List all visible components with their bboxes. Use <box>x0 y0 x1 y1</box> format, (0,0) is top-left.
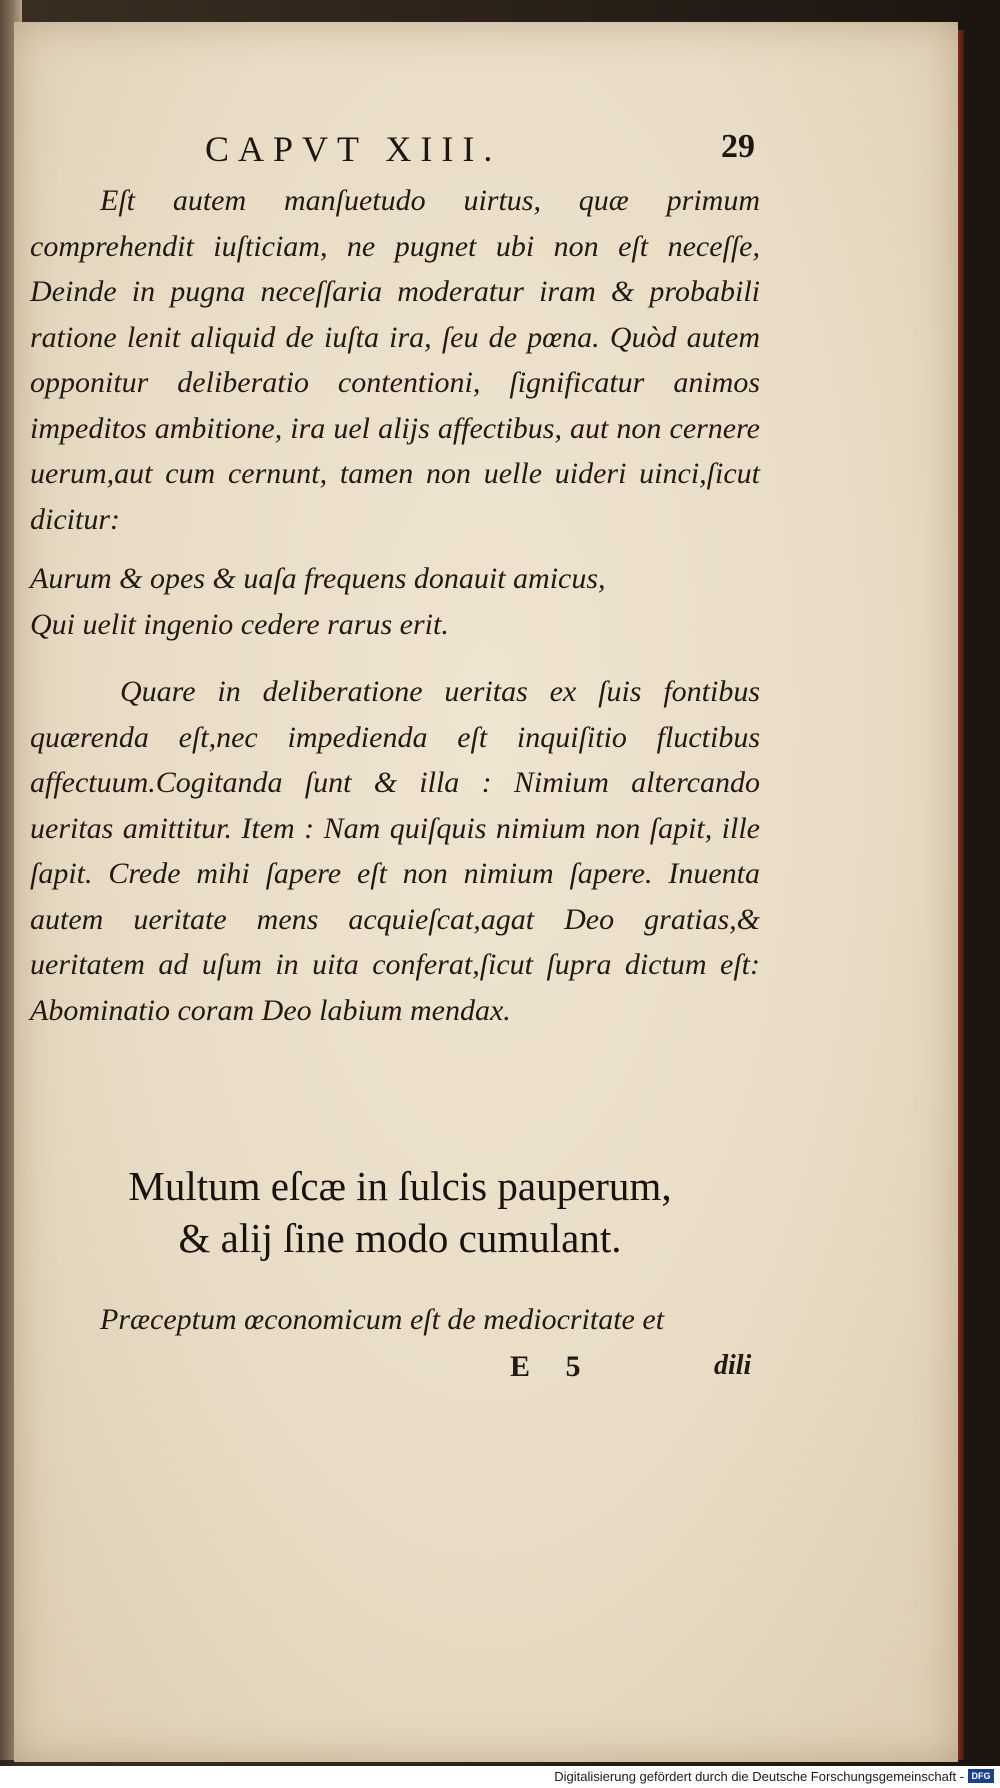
verse-line-2: Qui uelit ingenio cedere rarus erit. <box>30 607 449 641</box>
page-number: 29 <box>721 128 755 165</box>
funding-credit: Digitalisierung gefördert durch die Deutsche Forschungsgemeinschaft - <box>554 1769 964 1784</box>
verse-line-1: Aurum & opes & uaſa frequens donauit amicus, <box>30 562 606 595</box>
verse-quote <box>30 556 760 647</box>
heading-line-1: Multum eſcæ in ſulcis pauperum, <box>128 1163 672 1209</box>
paragraph-1: Eſt autem manſuetudo uirtus, quæ primum comprehendit iuſticiam, ne pugnet ubi non eſt neceſſe, Deinde in pugna neceſſaria moderatur iram & probabili ratione lenit aliquid de iuſta ira, ſeu de pœna. Quòd autem opponitur deliberatio contentioni, ſignificatur animos impeditos ambitione, ira uel alijs affectibus, aut non cernere uerum,aut cum cernunt, tamen non uelle uideri uinci,ſicut dicitur: <box>30 184 760 536</box>
main-text <box>30 178 760 1033</box>
catchword: dili <box>714 1350 752 1381</box>
heading-line-2: & alij ſine modo cumulant. <box>178 1215 622 1261</box>
paragraph-2: Quare in deliberatione ueritas ex ſuis fontibus quærenda eſt,nec impedienda eſt inquiſitio fluctibus affectuum.Cogitanda ſunt & illa : Nimium altercando ueritas amittitur. Item : Nam quiſquis nimium non ſapit, ille ſapit. Crede mihi ſapere eſt non nimium ſapere. Inuenta autem ueritate mens acquieſcat,agat Deo gratias,& ueritatem ad uſum in uita conferat,ſicut ſupra dictum eſt: Abominatio coram Deo labium mendax. <box>30 675 760 1027</box>
running-head: CAPVT XIII. <box>205 129 502 169</box>
section-heading <box>40 1160 760 1264</box>
signature-mark: E 5 <box>510 1350 595 1383</box>
digitization-footer <box>0 1766 1000 1788</box>
dfg-logo-icon: DFG <box>968 1769 994 1783</box>
page-header <box>205 128 755 178</box>
page-red-edge <box>958 30 964 1760</box>
last-text-line: Præceptum œconomicum eſt de mediocritate et <box>100 1303 665 1336</box>
